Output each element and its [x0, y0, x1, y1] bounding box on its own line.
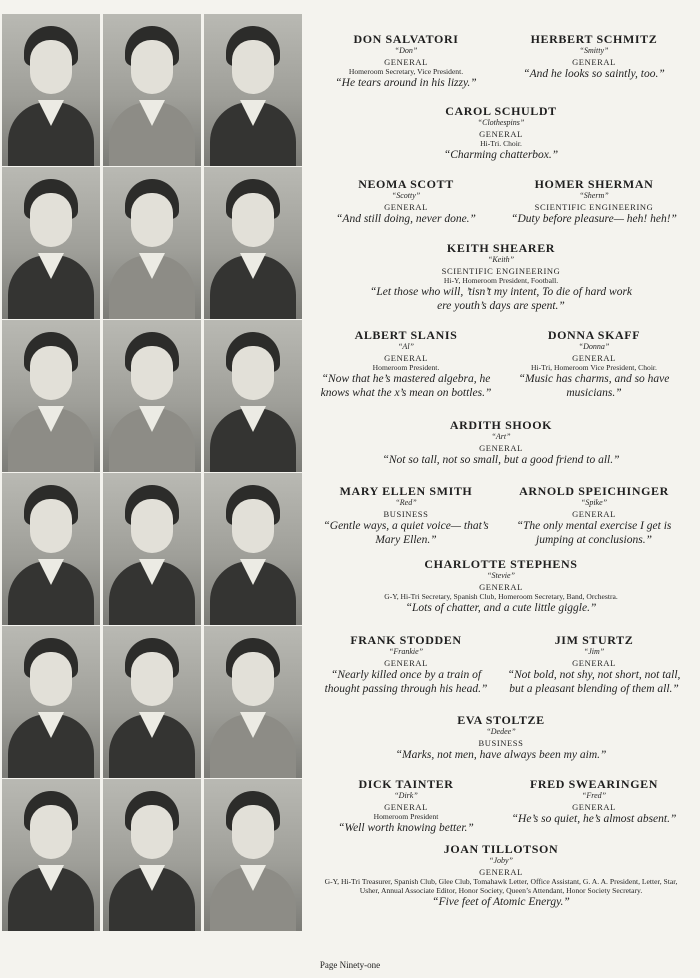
student-nickname: “Clothespins”: [477, 118, 525, 128]
portrait-row: [0, 320, 300, 472]
student-course: GENERAL: [479, 442, 523, 453]
student-course: GENERAL: [479, 866, 523, 877]
student-quote: “Not bold, not shy, not short, not tall, but a pleasant blending of them all.”: [507, 669, 681, 695]
portrait-photo: [103, 473, 201, 625]
student-name: ARDITH SHOOK: [449, 418, 553, 432]
portrait-photo: [2, 779, 100, 931]
student-entry: [316, 713, 686, 763]
student-activities: G-Y, Hi-Tri Secretary, Spanish Club, Homeroom Secretary, Band, Orchestra.: [384, 592, 618, 602]
student-name: NEOMA SCOTT: [358, 177, 454, 191]
student-quote: “He’s so quiet, he’s almost absent.”: [511, 813, 677, 826]
student-course: BUSINESS: [383, 508, 429, 519]
page-number: Page Ninety-one: [319, 960, 381, 970]
portrait-photo: [204, 167, 302, 319]
portrait-photo: [103, 167, 201, 319]
portrait-row: [0, 167, 300, 319]
student-entry: [502, 32, 686, 82]
student-name: KEITH SHEARER: [446, 241, 556, 255]
student-activities: Homeroom President: [373, 812, 439, 822]
student-nickname: “Stevie”: [487, 571, 515, 581]
portrait-photo: [103, 14, 201, 166]
student-name: DON SALVATORI: [353, 32, 459, 46]
student-activities: Hi-Tri. Choir.: [480, 139, 522, 149]
portrait-photo: [204, 626, 302, 778]
student-course: GENERAL: [479, 128, 523, 139]
student-name: ARNOLD SPEICHINGER: [519, 484, 669, 498]
student-nickname: “Al”: [397, 342, 414, 352]
student-nickname: “Spike”: [580, 498, 608, 508]
portrait-photo: [103, 626, 201, 778]
portrait-photo: [103, 779, 201, 931]
student-name: CHARLOTTE STEPHENS: [424, 557, 578, 571]
student-quote: “Now that he’s mastered algebra, he knows what the x’s mean on bottles.”: [320, 373, 492, 400]
student-quote: “Lots of chatter, and a cute little giggle.”: [405, 602, 597, 615]
student-name: DICK TAINTER: [358, 777, 454, 791]
student-name: DONNA SKAFF: [547, 328, 641, 342]
student-course: GENERAL: [572, 657, 616, 668]
portrait-photo: [204, 14, 302, 166]
student-activities: Hi-Tri, Homeroom Vice President, Choir.: [531, 363, 657, 373]
student-name: ALBERT SLANIS: [354, 328, 458, 342]
student-quote: “Not so tall, not so small, but a good friend to all.”: [382, 454, 620, 467]
student-course: GENERAL: [384, 201, 428, 212]
student-nickname: “Frankie”: [388, 647, 424, 657]
student-name: EVA STOLTZE: [457, 713, 545, 727]
portrait-photo: [2, 473, 100, 625]
student-course: GENERAL: [384, 801, 428, 812]
student-nickname: “Joby”: [489, 856, 513, 866]
student-nickname: “Dedee”: [486, 727, 516, 737]
portrait-photo: [2, 320, 100, 472]
student-quote: “Nearly killed once by a train of thought passing through his head.”: [324, 669, 488, 695]
student-nickname: “Donna”: [578, 342, 610, 352]
student-name: FRED SWEARINGEN: [529, 777, 658, 791]
student-entry: [502, 177, 686, 227]
portrait-photo: [204, 473, 302, 625]
student-entry: [316, 104, 686, 163]
student-quote: “The only mental exercise I get is jumping at conclusions.”: [516, 520, 672, 546]
portrait-photo: [204, 779, 302, 931]
portrait-row: [0, 473, 300, 625]
portrait-row: [0, 779, 300, 931]
student-quote: “Gentle ways, a quiet voice— that’s Mary Ellen.”: [323, 520, 489, 546]
student-entry: [316, 777, 496, 836]
student-course: GENERAL: [572, 352, 616, 363]
student-activities: Homeroom President.: [372, 363, 440, 373]
portrait-photo: [204, 320, 302, 472]
student-course: SCIENTIFIC ENGINEERING: [441, 265, 561, 276]
student-course: GENERAL: [572, 508, 616, 519]
student-nickname: “Art”: [491, 432, 511, 442]
student-name: FRANK STODDEN: [350, 633, 462, 647]
student-quote: “Five feet of Atomic Energy.”: [432, 896, 570, 909]
portrait-photo: [2, 14, 100, 166]
student-quote: “And he looks so saintly, too.”: [523, 68, 665, 81]
student-course: SCIENTIFIC ENGINEERING: [534, 201, 654, 212]
student-nickname: “Smitty”: [579, 46, 609, 56]
student-quote: “Duty before pleasure— heh! heh!”: [511, 213, 677, 226]
student-course: GENERAL: [384, 352, 428, 363]
student-quote: “And still doing, never done.”: [336, 213, 476, 226]
student-nickname: “Don”: [394, 46, 418, 56]
portrait-row: [0, 626, 300, 778]
student-course: GENERAL: [479, 581, 523, 592]
student-entry: [316, 484, 496, 548]
student-nickname: “Sherm”: [579, 191, 609, 201]
student-entry: [316, 418, 686, 468]
student-quote: “Marks, not men, have always been my aim.”: [395, 749, 607, 762]
student-entry: [502, 484, 686, 548]
student-nickname: “Fred”: [581, 791, 607, 801]
student-name: MARY ELLEN SMITH: [339, 484, 473, 498]
student-name: CAROL SCHULDT: [445, 104, 557, 118]
student-nickname: “Jim”: [583, 647, 605, 657]
student-nickname: “Keith”: [487, 255, 515, 265]
student-course: GENERAL: [384, 56, 428, 67]
student-quote: “Charming chatterbox.”: [443, 149, 559, 162]
student-entry: [316, 32, 496, 91]
student-quote: “Well worth knowing better.”: [338, 822, 474, 835]
student-name: HERBERT SCHMITZ: [530, 32, 658, 46]
student-course: BUSINESS: [478, 737, 524, 748]
student-quote: “Music has charms, and so have musicians.”: [518, 373, 670, 400]
student-entry: [316, 328, 496, 401]
student-activities: G-Y, Hi-Tri Treasurer, Spanish Club, Glee Club, Tomahawk Letter, Office Assistant, G. A. A. President, Letter, Star, Usher, Annual Associate Editor, Honor Society, Queen’s Attendant, Honor Society Secretary.: [324, 877, 678, 896]
student-activities: Homeroom Secretary, Vice President.: [348, 67, 464, 77]
student-nickname: “Dirk”: [394, 791, 418, 801]
student-name: JIM STURTZ: [554, 633, 634, 647]
student-entry: [316, 557, 686, 616]
student-nickname: “Scotty”: [391, 191, 421, 201]
portrait-photo: [2, 626, 100, 778]
student-name: JOAN TILLOTSON: [443, 842, 559, 856]
student-course: GENERAL: [384, 657, 428, 668]
student-nickname: “Red”: [395, 498, 417, 508]
student-entry: [502, 633, 686, 697]
student-name: HOMER SHERMAN: [534, 177, 654, 191]
student-quote: “Let those who will, ’tisn’t my intent, To die of hard work ere youth’s days are spent.”: [369, 286, 633, 313]
portrait-photo: [103, 320, 201, 472]
student-course: GENERAL: [572, 801, 616, 812]
student-entry: [316, 633, 496, 697]
student-quote: “He tears around in his lizzy.”: [335, 77, 477, 90]
portrait-photo: [2, 167, 100, 319]
student-entry: [502, 777, 686, 827]
student-course: GENERAL: [572, 56, 616, 67]
student-activities: Hi-Y, Homeroom President, Football.: [443, 276, 559, 286]
portrait-row: [0, 14, 300, 166]
student-entry: [316, 241, 686, 314]
student-entry: [316, 177, 496, 227]
student-entry: [316, 842, 686, 910]
student-entry: [502, 328, 686, 401]
